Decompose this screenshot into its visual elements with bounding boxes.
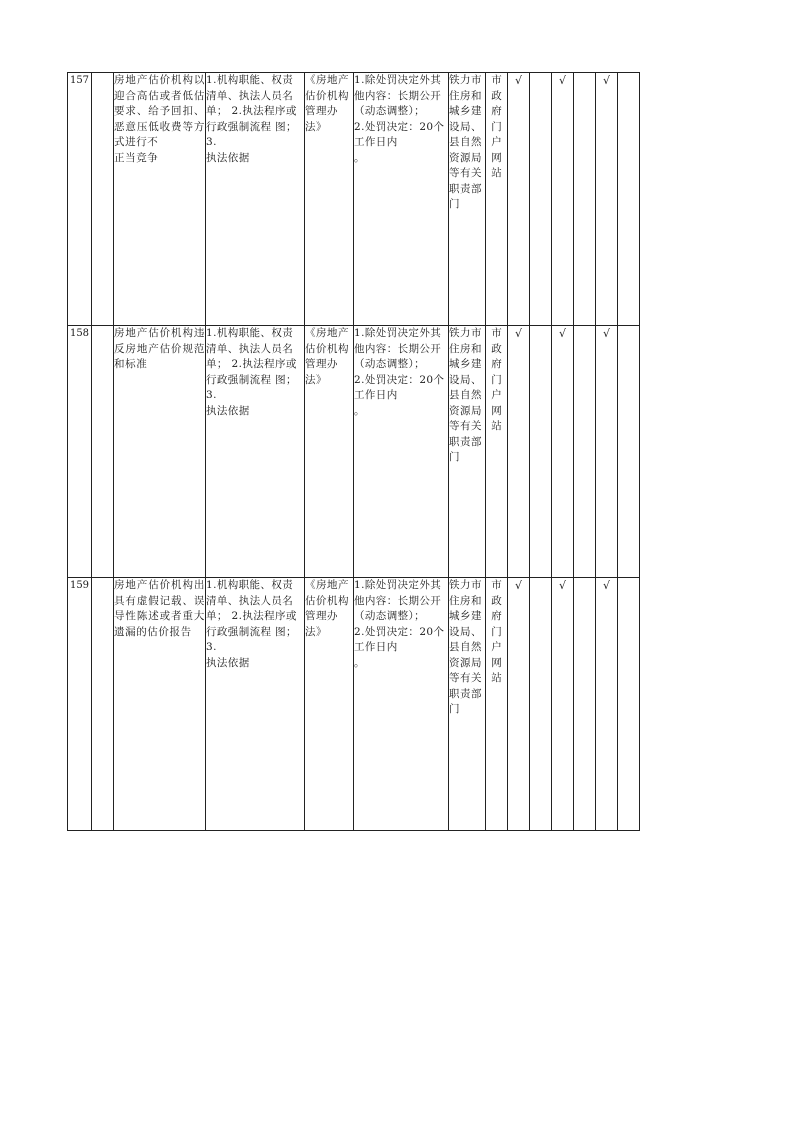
check-mark: √ <box>508 326 530 578</box>
portal-cell: 市政府门户网站 <box>486 73 508 326</box>
check-mark: √ <box>508 73 530 326</box>
row-index: 157 <box>68 73 92 326</box>
check-mark: √ <box>552 578 574 831</box>
item-name-cell: 房地产估价机构出具有虚假记载、误导性陈述或者重大遗漏的估价报告 <box>114 578 206 831</box>
legal-basis-cell: 《房地产估价机构管理办法》 <box>305 73 354 326</box>
check-mark: √ <box>596 326 618 578</box>
legal-basis-cell: 《房地产估价机构管理办法》 <box>305 578 354 831</box>
empty-check-cell <box>530 578 552 831</box>
disclosure-time-cell: 1.除处罚决定外其他内容：长期公开 （动态调整）； 2.处罚决定：20个工作日内 。 <box>354 326 449 578</box>
table-row <box>68 73 640 326</box>
empty-check-cell <box>574 578 596 831</box>
check-mark: √ <box>508 578 530 831</box>
disclosure-basis-cell: 1.机构职能、权责清单、执法人员名单； 2.执法程序或行政强制流程 图； 3. 执法依据 <box>206 578 305 831</box>
empty-check-cell <box>618 578 640 831</box>
department-cell: 铁力市住房和城乡建设局、县自然资源局等有关职责部门 <box>449 578 486 831</box>
check-mark: √ <box>552 326 574 578</box>
portal-cell: 市政府门户网站 <box>486 326 508 578</box>
row-index: 158 <box>68 326 92 578</box>
disclosure-table <box>67 72 640 831</box>
blank-cell <box>92 326 114 578</box>
portal-cell: 市政府门户网站 <box>486 578 508 831</box>
empty-check-cell <box>618 326 640 578</box>
check-mark: √ <box>596 73 618 326</box>
legal-basis-cell: 《房地产估价机构管理办法》 <box>305 326 354 578</box>
row-index: 159 <box>68 578 92 831</box>
department-cell: 铁力市住房和城乡建设局、县自然资源局等有关职责部门 <box>449 326 486 578</box>
empty-check-cell <box>574 73 596 326</box>
item-name-cell: 房地产估价机构违反房地产估价规范和标准 <box>114 326 206 578</box>
table-row <box>68 578 640 831</box>
empty-check-cell <box>574 326 596 578</box>
department-cell: 铁力市住房和城乡建设局、县自然资源局等有关职责部门 <box>449 73 486 326</box>
check-mark: √ <box>552 73 574 326</box>
table-row <box>68 326 640 578</box>
blank-cell <box>92 578 114 831</box>
empty-check-cell <box>618 73 640 326</box>
empty-check-cell <box>530 326 552 578</box>
disclosure-basis-cell: 1.机构职能、权责清单、执法人员名单； 2.执法程序或行政强制流程 图； 3. 执法依据 <box>206 326 305 578</box>
item-name-cell: 房地产估价机构以迎合高估或者低估要求、给予回扣、恶意压低收费等方式进行不 正当竞争 <box>114 73 206 326</box>
blank-cell <box>92 73 114 326</box>
disclosure-time-cell: 1.除处罚决定外其他内容：长期公开 （动态调整）； 2.处罚决定：20个工作日内 。 <box>354 73 449 326</box>
empty-check-cell <box>530 73 552 326</box>
disclosure-basis-cell: 1.机构职能、权责清单、执法人员名单； 2.执法程序或行政强制流程 图； 3. 执法依据 <box>206 73 305 326</box>
disclosure-time-cell: 1.除处罚决定外其他内容：长期公开 （动态调整）； 2.处罚决定：20个工作日内 。 <box>354 578 449 831</box>
check-mark: √ <box>596 578 618 831</box>
